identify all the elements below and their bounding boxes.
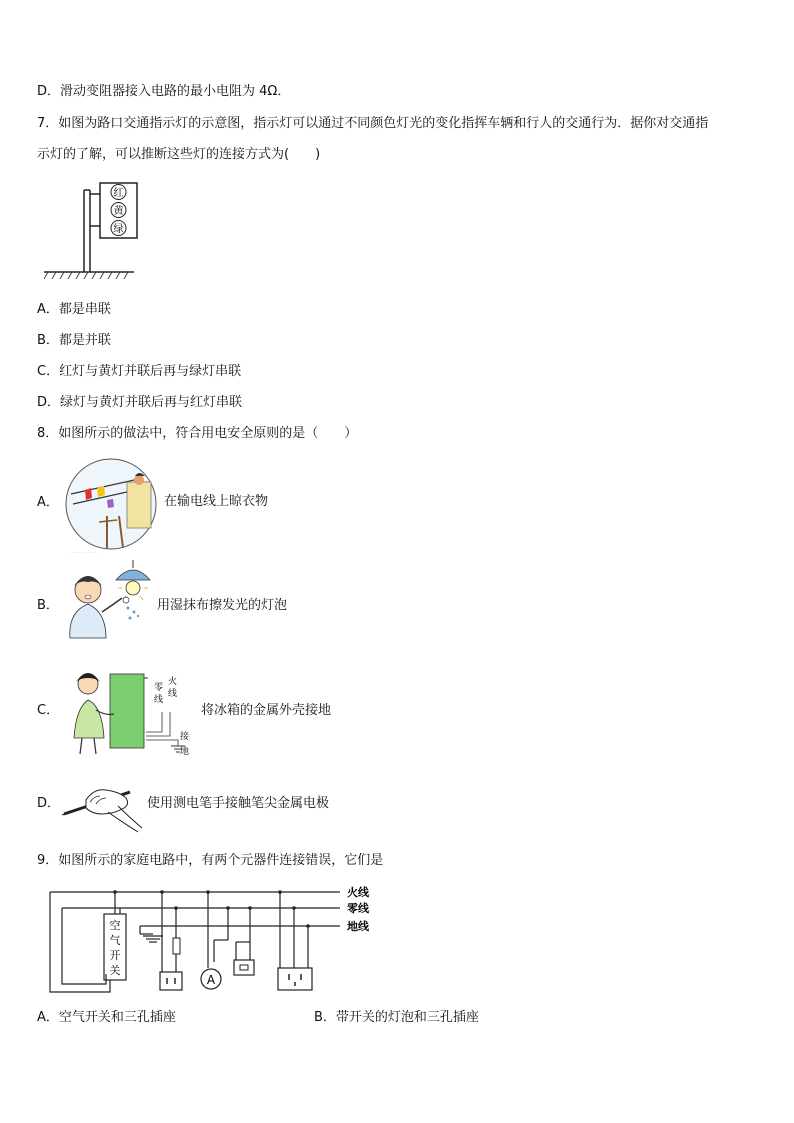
wire-label-live: 火线	[347, 886, 369, 899]
fig-label-wire-2: 线	[168, 689, 178, 699]
q8-option-a-caption: 在输电线上晾衣物	[164, 494, 269, 509]
q8-option-d-caption: 使用测电笔手接触笔尖金属电极	[147, 796, 330, 811]
q8-option-d-letter: D．	[37, 796, 61, 811]
q7-option-a: A．都是串联	[37, 302, 111, 317]
breaker-label-2: 气	[109, 934, 121, 947]
wire-label-ground: 地线	[347, 920, 369, 933]
light-label-green: 绿	[113, 224, 124, 235]
q9-option-a: A．空气开关和三孔插座	[37, 1010, 176, 1025]
q8-stem: 8．如图所示的做法中，符合用电安全原则的是（ ）	[37, 426, 358, 441]
q7-stem-line1: 7．如图为路口交通指示灯的示意图，指示灯可以通过不同颜色灯光的变化指挥车辆和行人的交通行为．据你对交通指	[37, 116, 709, 131]
breaker-label-3: 开	[109, 949, 121, 962]
wet-cloth-bulb-illustration	[58, 560, 158, 640]
light-label-yellow: 黄	[113, 206, 124, 217]
wire-label-neutral: 零线	[347, 902, 369, 915]
q8-option-b-letter: B．	[37, 598, 59, 613]
q9-stem: 9．如图所示的家庭电路中，有两个元器件连接错误，它们是	[37, 853, 384, 868]
fridge-grounding-illustration	[66, 668, 196, 758]
q8-option-c-caption: 将冰箱的金属外壳接地	[201, 703, 332, 718]
fig-label-ground: 地	[180, 747, 190, 757]
fig-label-wire-1: 线	[154, 695, 164, 705]
q7-option-d: D．绿灯与黄灯并联后再与红灯串联	[37, 395, 243, 410]
q6-option-d: D．滑动变阻器接入电路的最小电阻为 4Ω．	[37, 84, 291, 99]
fig-label-connect: 接	[180, 732, 190, 742]
light-label-red: 红	[113, 188, 124, 199]
lamp-symbol: A	[206, 973, 216, 987]
clothes-on-power-line-illustration	[63, 456, 163, 556]
traffic-light-figure	[44, 180, 144, 280]
q8-option-a-letter: A．	[37, 495, 59, 510]
q7-option-c: C．红灯与黄灯并联后再与绿灯串联	[37, 364, 242, 379]
q8-option-b-caption: 用湿抹布擦发光的灯泡	[157, 598, 288, 613]
q9-option-b: B．带开关的灯泡和三孔插座	[314, 1010, 479, 1025]
breaker-label-4: 关	[109, 964, 121, 977]
svg-text:· · · · · · · · · ·: · · · · · · · · · ·	[69, 550, 100, 556]
breaker-label-1: 空	[109, 919, 121, 932]
q8-option-c-letter: C．	[37, 703, 60, 718]
household-circuit-diagram	[40, 880, 390, 1000]
fig-label-zero: 零	[154, 683, 164, 693]
q7-option-b: B．都是并联	[37, 333, 111, 348]
test-pen-hand-illustration	[60, 776, 145, 836]
q7-stem-line2: 示灯的了解，可以推断这些灯的连接方式为( )	[37, 147, 321, 162]
fig-label-fire: 火	[168, 677, 178, 687]
